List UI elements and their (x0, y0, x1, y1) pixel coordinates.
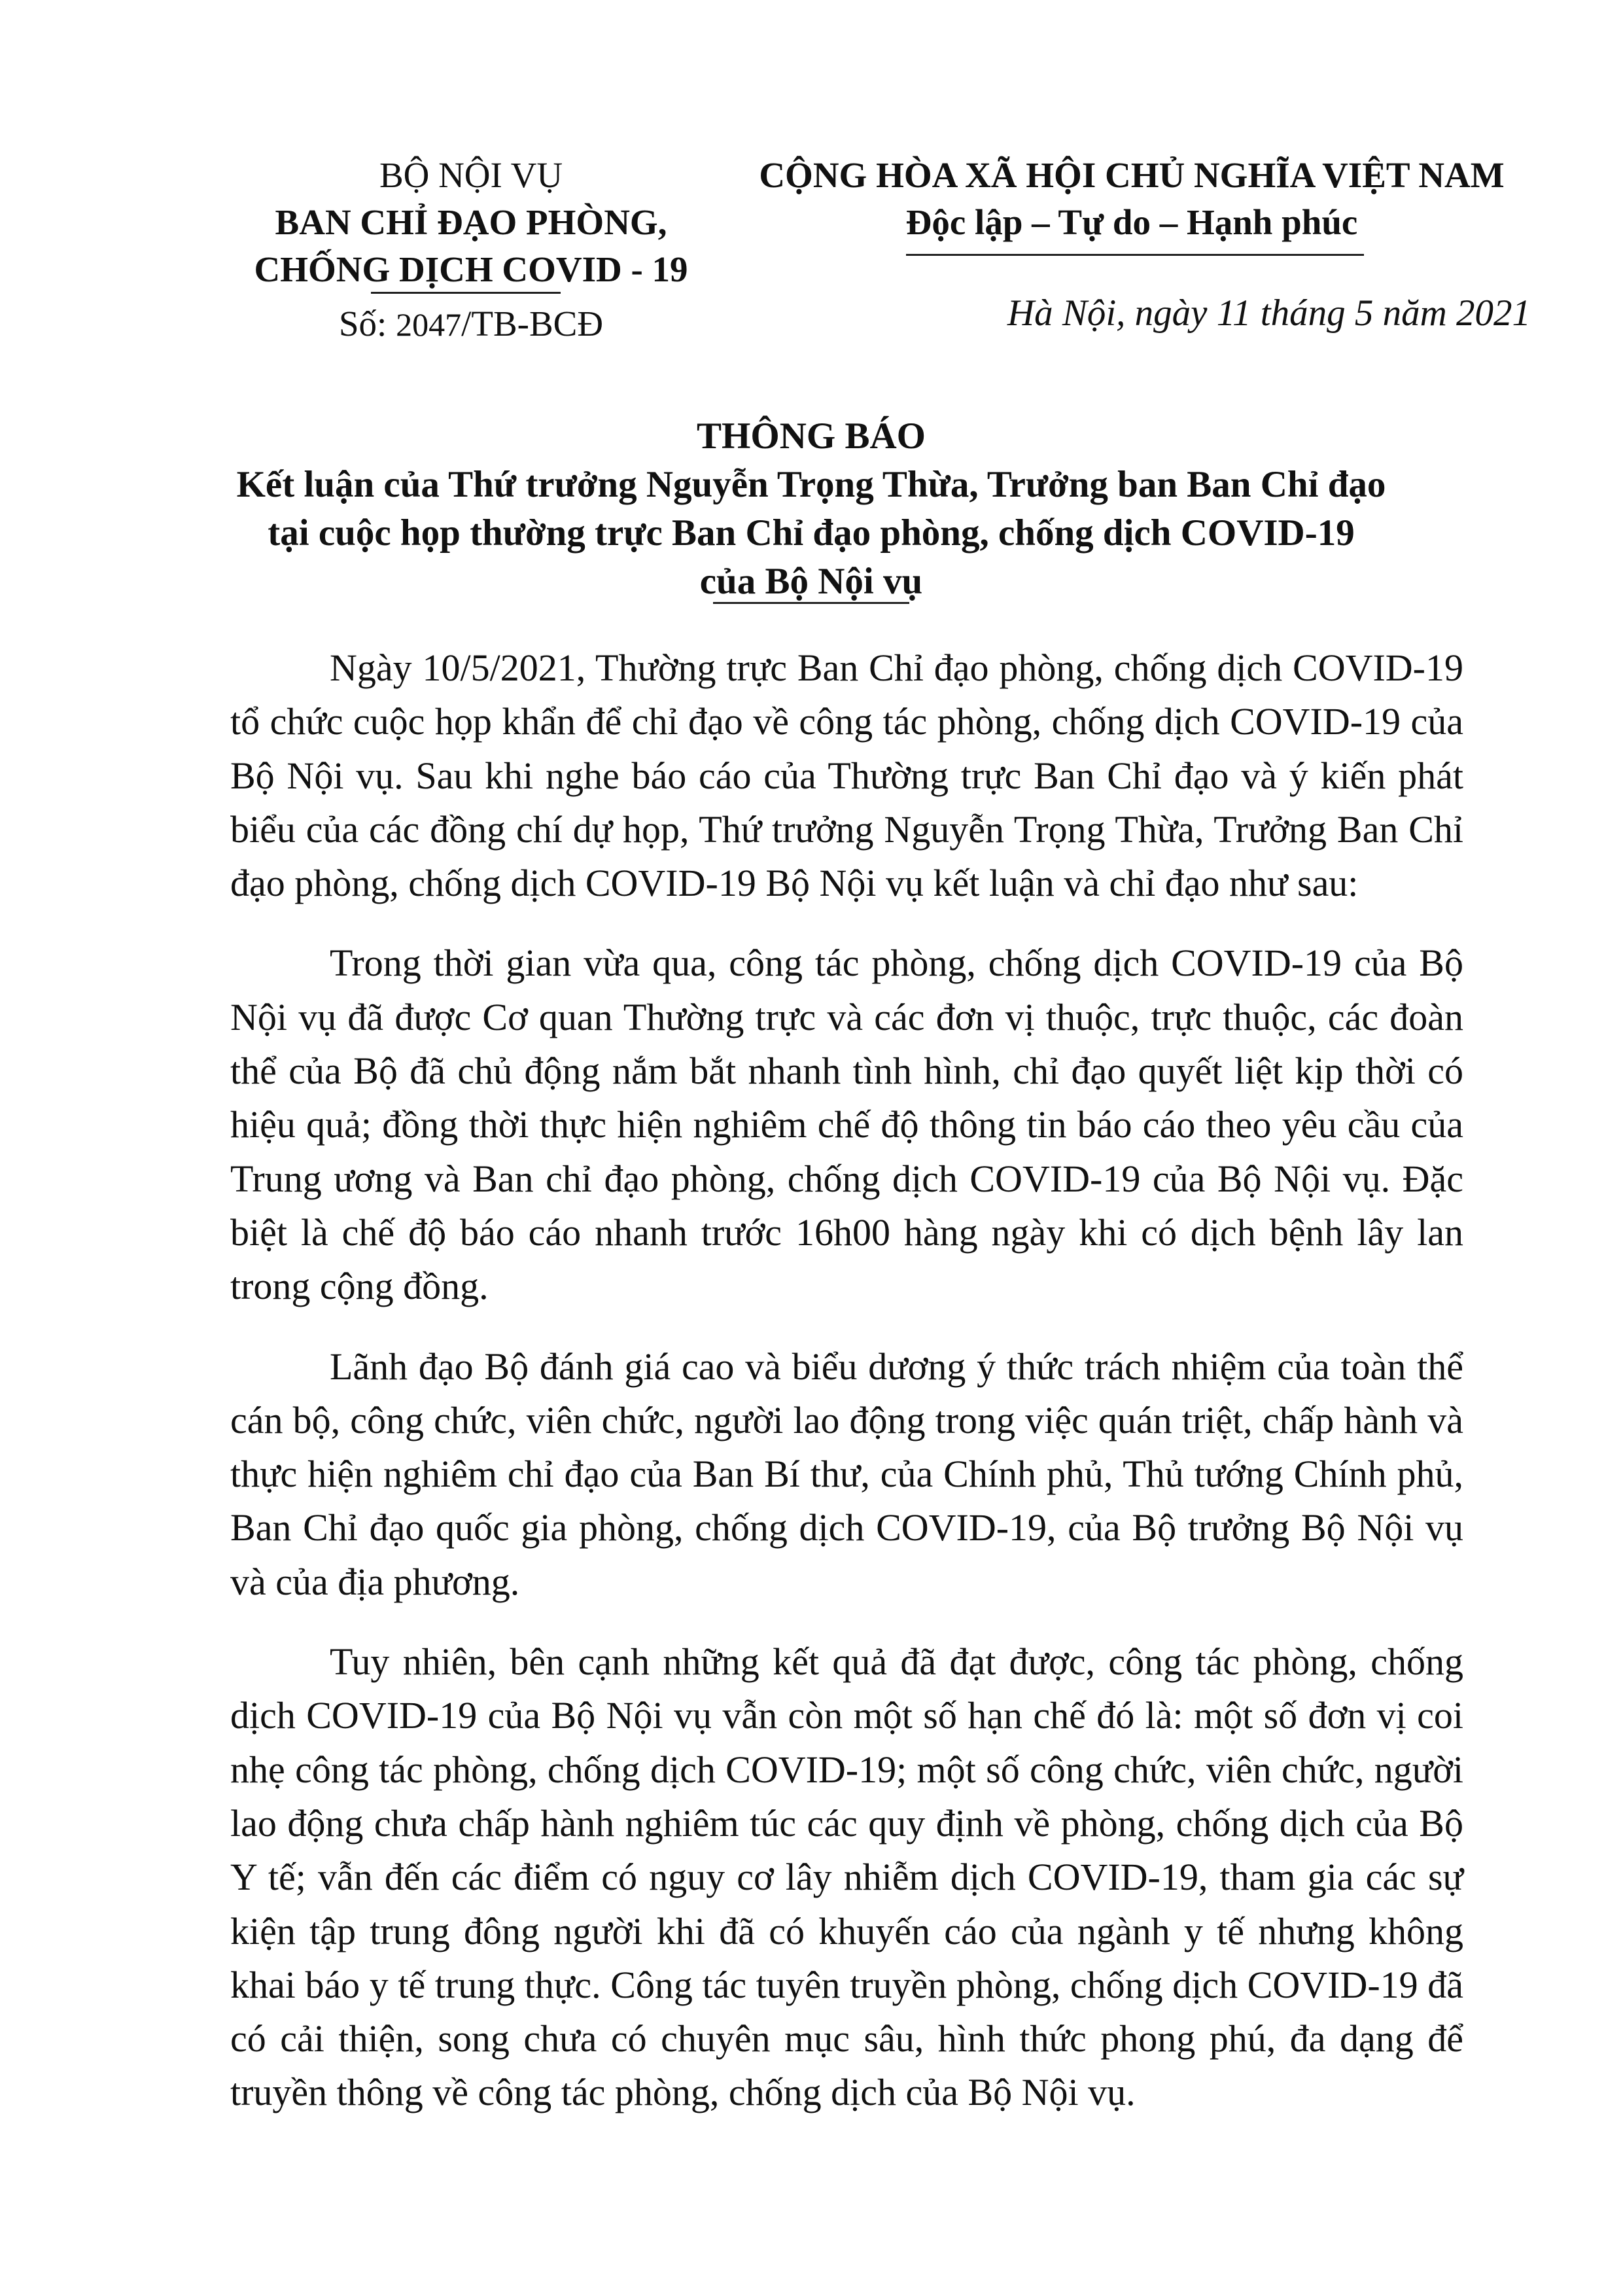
body-paragraph: Tuy nhiên, bên cạnh những kết quả đã đạt được, công tác phòng, chống dịch COVID-19 của Bộ Nội vụ vẫn còn một số hạn chế đó là: một số đơn vị coi nhẹ công tác phòng, chống dịch COVID-19; một số công chức, viên chức, người lao động chưa chấp hành nghiêm túc các quy định về phòng, chống dịch của Bộ Y tế; vẫn đến các điểm có nguy cơ lây nhiễm dịch COVID-19, tham gia các sự kiện tập trung đông người khi đã có khuyến cáo của ngành y tế nhưng không khai báo y tế trung thực. Công tác tuyên truyền phòng, chống dịch COVID-19 đã có cải thiện, song chưa có chuyên mục sâu, hình thức phong phú, đa dạng để truyền thông về công tác phòng, chống dịch của Bộ Nội vụ. (230, 1640, 1463, 2114)
document-date: Hà Nội, ngày 11 tháng 5 năm 2021 (1007, 292, 1531, 334)
ministry-name: BỘ NỘI VỤ (379, 155, 563, 195)
document-number-suffix: /TB-BCĐ (461, 304, 604, 344)
board-name-line-1: BAN CHỈ ĐẠO PHÒNG, (275, 202, 667, 242)
body-paragraph: Ngày 10/5/2021, Thường trực Ban Chỉ đạo phòng, chống dịch COVID-19 tổ chức cuộc họp khẩn để chỉ đạo về công tác phòng, chống dịch COVID-19 của Bộ Nội vụ. Sau khi nghe báo cáo của Thường trực Ban Chỉ đạo và ý kiến phát biểu của các đồng chí dự họp, Thứ trưởng Nguyễn Trọng Thừa, Trưởng Ban Chỉ đạo phòng, chống dịch COVID-19 Bộ Nội vụ kết luận và chỉ đạo như sau: (230, 646, 1463, 905)
board-name-line-2: CHỐNG DỊCH COVID - 19 (254, 249, 688, 289)
body-paragraph: Trong thời gian vừa qua, công tác phòng, chống dịch COVID-19 của Bộ Nội vụ đã được Cơ quan Thường trực và các đơn vị thuộc, trực thuộc, các đoàn thể của Bộ đã chủ động nắm bắt nhanh tình hình, chỉ đạo quyết liệt kịp thời có hiệu quả; đồng thời thực hiện nghiêm chế độ thông tin báo cáo theo yêu cầu của Trung ương và Ban chỉ đạo phòng, chống dịch COVID-19 của Bộ Nội vụ. Đặc biệt là chế độ báo cáo nhanh trước 16h00 hàng ngày khi có dịch bệnh lây lan trong cộng đồng. (230, 942, 1463, 1308)
document-title (196, 412, 1426, 604)
document-number (242, 300, 700, 348)
motto-divider (906, 254, 1364, 256)
national-motto: Độc lập – Tự do – Hạnh phúc (905, 202, 1358, 242)
title-line-2: tại cuộc họp thường trực Ban Chỉ đạo phòng, chống dịch COVID-19 (268, 512, 1355, 554)
title-line-3: của Bộ Nội vụ (699, 561, 923, 602)
document-body (230, 641, 1463, 2146)
body-paragraph: Lãnh đạo Bộ đánh giá cao và biểu dương ý thức trách nhiệm của toàn thể cán bộ, công chức, viên chức, người lao động trong việc quán triệt, chấp hành và thực hiện nghiêm chỉ đạo của Ban Bí thư, của Chính phủ, Thủ tướng Chính phủ, Ban Chỉ đạo quốc gia phòng, chống dịch COVID-19, của Bộ trưởng Bộ Nội vụ và của địa phương. (230, 1345, 1463, 1603)
document-number-value: 2047 (396, 306, 462, 343)
authority-divider (371, 292, 561, 294)
title-line-1: Kết luận của Thứ trưởng Nguyễn Trọng Thừa, Trưởng ban Ban Chỉ đạo (236, 464, 1386, 505)
country-name: CỘNG HÒA XÃ HỘI CHỦ NGHĨA VIỆT NAM (759, 155, 1505, 195)
issuing-authority-block (242, 152, 700, 348)
title-notice: THÔNG BÁO (697, 415, 926, 457)
document-number-prefix: Số: (338, 304, 387, 344)
national-header-block (733, 152, 1531, 337)
